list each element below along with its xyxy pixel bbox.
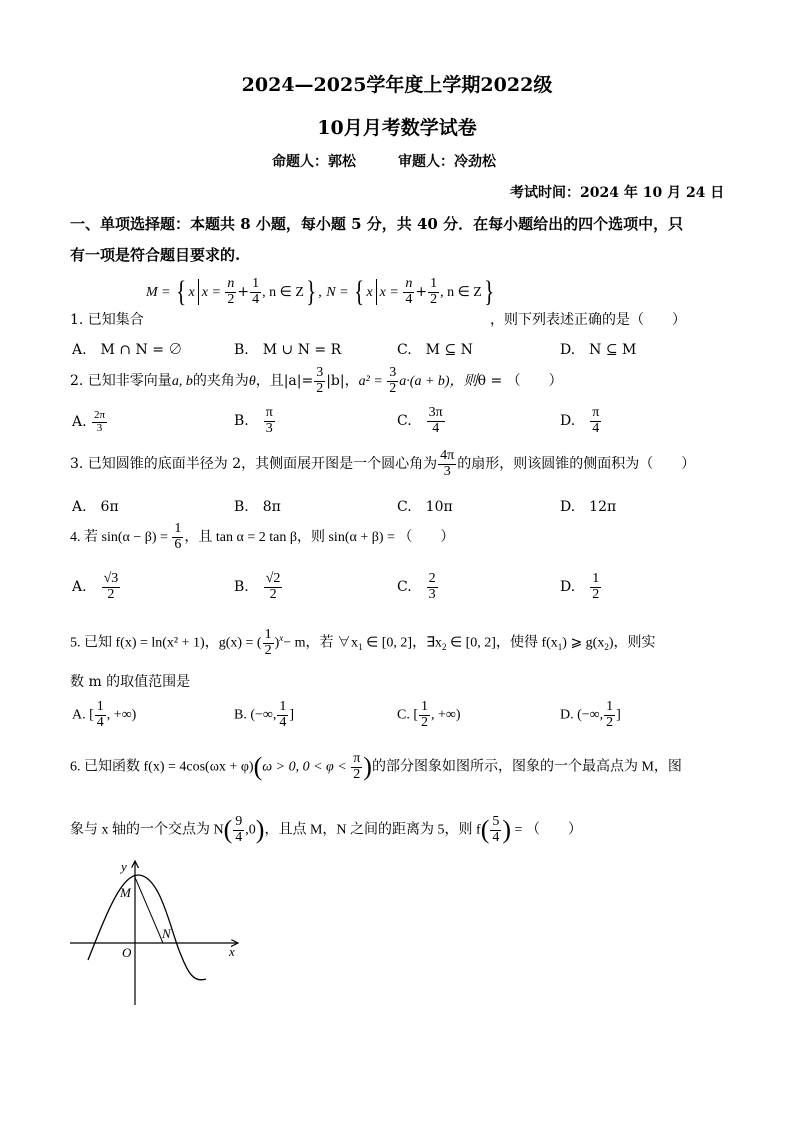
- q4-option-a[interactable]: A. $\frac{√3}{2}$: [72, 571, 119, 602]
- q5-option-c[interactable]: C. [ $\frac{1}{2}$ , +∞): [397, 699, 461, 730]
- graph-label-n: N: [162, 926, 171, 941]
- q1-stem: 1. 已知集合: [70, 312, 144, 328]
- q2-option-d[interactable]: D. $\frac{\pi}{4}$: [560, 405, 600, 436]
- graph-label-y: y: [121, 859, 127, 874]
- q3-stem: 3. 已知圆锥的底面半径为 2，其侧面展开图是一个圆心角为 $\frac{4\pi}{3}$ 的扇形，则该圆锥的侧面积为（ ）: [70, 448, 696, 479]
- q5-option-a[interactable]: A. [ $\frac{1}{4}$ , +∞): [72, 699, 137, 730]
- graph-label-origin: O: [122, 945, 132, 960]
- exam-title-line1: 2024—2025学年度上学期2022级: [241, 74, 553, 96]
- q5-stem-line2: 数 m 的取值范围是: [70, 674, 191, 690]
- q2-option-a[interactable]: A. $\frac{2\pi}{3}$: [72, 409, 106, 434]
- q5-option-d[interactable]: D. (−∞, $\frac{1}{2}$ ]: [560, 699, 621, 730]
- q2-option-b[interactable]: B. $\frac{\pi}{3}$: [234, 405, 273, 436]
- cosine-curve: [88, 875, 206, 980]
- q2-stem: 2. 已知非零向量a, b的夹角为θ，且|a|= $\frac{3}{2}$ |b|，a² = $\frac{3}{2}$ a·(a + b)，则θ = （ ）: [70, 365, 563, 396]
- q3-option-b[interactable]: B. 8π: [234, 499, 281, 515]
- q2-option-c[interactable]: C. $\frac{3\pi}{4}$: [397, 405, 443, 436]
- q1-option-d[interactable]: D. N ⊆ M: [560, 342, 637, 358]
- q1-option-c[interactable]: C. M ⊆ N: [397, 342, 473, 358]
- q3-option-c[interactable]: C. 10π: [397, 499, 453, 515]
- q5-option-b[interactable]: B. (−∞, $\frac{1}{4}$ ]: [234, 699, 295, 730]
- q1-option-b[interactable]: B. M ∪ N = R: [234, 342, 342, 358]
- q4-option-b[interactable]: B. $\frac{√2}{2}$: [234, 571, 281, 602]
- authors: 命题人：郭松 审题人：冷劲松: [272, 154, 496, 170]
- q4-stem: 4. 若 sin(α − β) = $\frac{1}{6}$ ，且 tan α = 2 tan β，则 sin(α + β) = （ ）: [70, 521, 455, 552]
- q6-stem: 6. 已知函数 f(x) = 4cos(ωx + φ)(ω > 0, 0 < φ < $\frac{\pi}{2}$ )的部分图象如图所示，图象的一个最高点为 M，图: [70, 751, 682, 782]
- q3-option-d[interactable]: D. 12π: [560, 499, 617, 515]
- q5-stem: 5. 已知 f(x) = ln(x² + 1)，g(x) = ( $\frac{1}{2}$ )$^x$− m，若 $\forall x_1$ ∈ [0, 2]，$\exists x_2$ ∈ [0, 2]，使得 $f(x_1)$ ⩾ $g(x_2)$，则实: [70, 627, 656, 658]
- exam-time: 考试时间：2024 年 10 月 24 日: [510, 185, 725, 201]
- q6-graph: [66, 855, 246, 1010]
- q1-tail: ，则下列表述正确的是（ ）: [490, 312, 686, 328]
- q1-option-a[interactable]: A. M ∩ N = ∅: [72, 342, 183, 358]
- q1-set-definition: M = { x x = $\frac{n}{2}$ + $\frac{1}{4}$ , n ∈ Z} , N = { x x = $\frac{n}{4}$ + $\frac{1}{2}$ , n ∈ Z}: [146, 275, 495, 308]
- graph-label-x: x: [229, 944, 235, 959]
- q4-option-c[interactable]: C. $\frac{2}{3}$: [397, 571, 436, 602]
- q6-stem-line2: 象与 x 轴的一个交点为 N( $\frac{9}{4}$ ,0)，且点 M，N 之间的距离为 5，则 f( $\frac{5}{4}$ ) = （ ）: [70, 814, 582, 845]
- section-heading-line1: 一、单项选择题：本题共 8 小题，每小题 5 分，共 40 分．在每小题给出的四个选项中，只: [70, 215, 684, 233]
- segment-mn: [134, 875, 163, 943]
- section-heading-line2: 有一项是符合题目要求的.: [70, 246, 241, 264]
- graph-label-m: M: [120, 885, 131, 900]
- exam-title-line2: 10月月考数学试卷: [317, 117, 477, 139]
- q4-option-d[interactable]: D. $\frac{1}{2}$: [560, 571, 600, 602]
- q3-option-a[interactable]: A. 6π: [72, 499, 119, 515]
